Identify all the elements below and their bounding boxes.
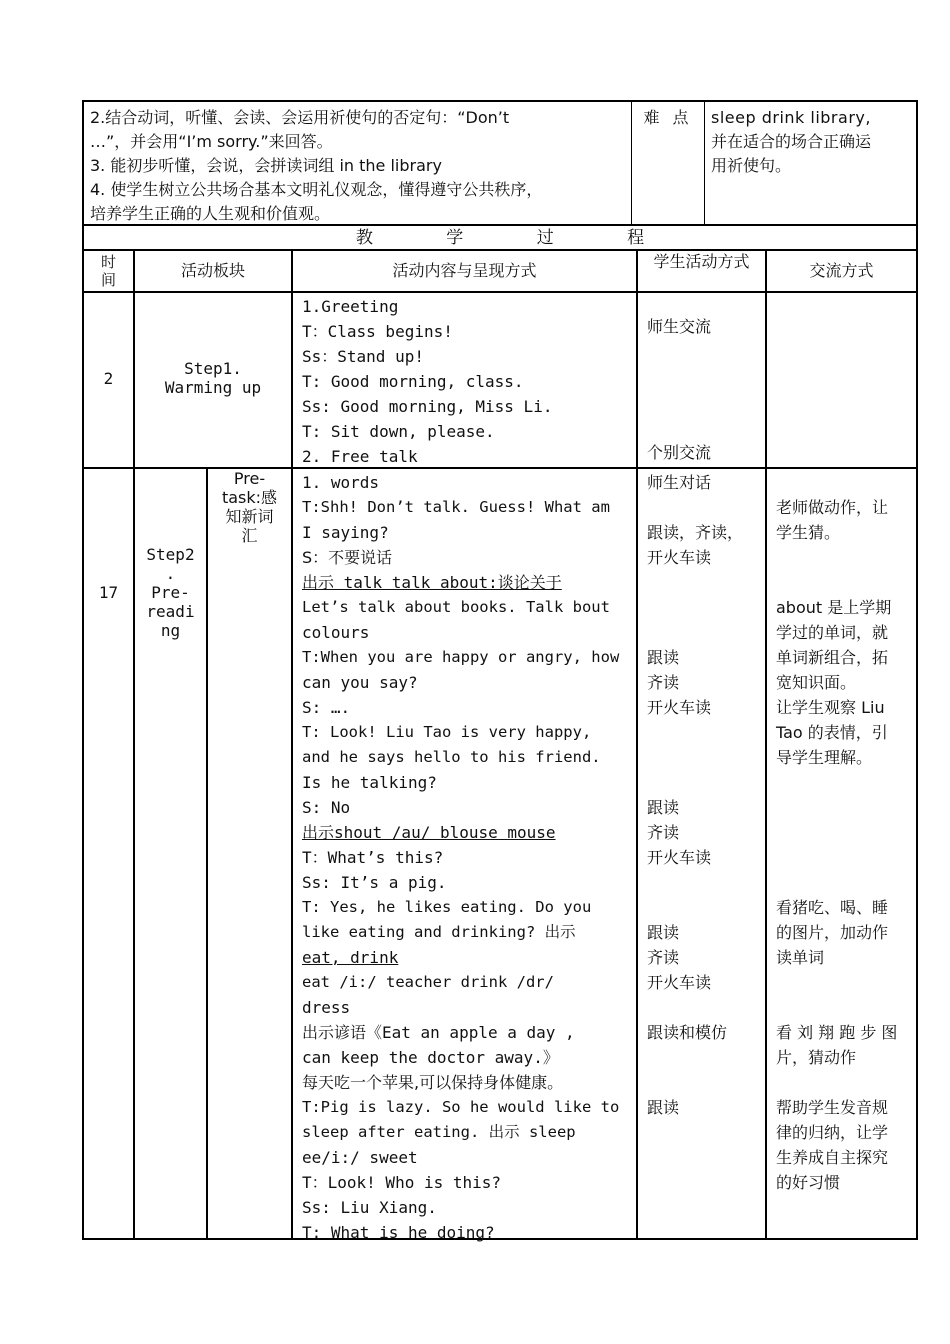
row2-subblock [208,469,291,545]
content-line: eat /i:/ teacher drink /dr/ [302,973,554,991]
header-student: 学生活动方式 [653,252,750,271]
exchange-line: 帮助学生发音规 [776,1098,889,1117]
content-line: T：What’s this? [302,848,444,867]
exchange-line [776,795,912,820]
row2-exchange [776,470,912,1195]
content-line: 出示shout /au/ blouse mouse [302,823,556,842]
difficulty-line: 并在适合的场合正确运 [711,132,872,151]
objective-line: …”，并会用“I’m sorry.”来回答。 [90,132,333,151]
student-line: 跟读 [647,798,680,817]
exchange-line: 学生猜。 [776,523,841,542]
student-line: 开火车读 [647,698,712,717]
content-line: 1.Greeting [302,297,399,316]
exchange-line: 的好习惯 [776,1173,841,1192]
exchange-line: 看猪吃、喝、睡 [776,898,889,917]
student-line: 跟读 [647,923,680,942]
objectives-cell [84,102,632,224]
student-line [647,870,763,895]
student-line: 跟读 [647,1098,680,1117]
student-line [647,620,763,645]
row2-step [135,545,206,640]
content-line: Let’s talk about books. Talk bout [302,598,610,616]
header-time: 时间 [100,253,116,289]
row2-content [302,470,630,1245]
content-line: Ss: Good morning, Miss Li. [302,397,553,416]
column-divider [765,251,767,1240]
content-line: dress [302,998,351,1017]
row1-student-bottom: 个别交流 [647,443,712,462]
exchange-line [776,1070,912,1095]
content-line: S：不要说话 [302,548,393,567]
exchange-line [776,845,912,870]
content-line: 1. words [302,473,380,492]
sub-line: task:感 [221,488,278,507]
student-line: 跟读，齐读， [647,523,744,542]
content-line: Ss: It’s a pig. [302,873,447,892]
content-line: T：Class begins! [302,322,453,341]
content-line: T：Look! Who is this? [302,1173,502,1192]
step-line: Step2 [146,545,195,564]
content-line: T: Good morning, class. [302,372,524,391]
exchange-line: 学过的单词，就 [776,623,889,642]
difficulty-label: 难 点 [632,102,705,224]
student-line: 师生对话 [647,473,712,492]
student-line: 开火车读 [647,848,712,867]
student-line: 齐读 [647,673,680,692]
content-line: colours [302,623,370,642]
exchange-line: about 是上学期 [776,598,892,617]
content-line: T:When you are happy or angry, how [302,648,620,666]
student-line [647,770,763,795]
column-divider [133,251,135,1240]
row2-time: 17 [98,583,119,602]
header-content: 活动内容与呈现方式 [392,261,537,280]
step-line: Step1. [184,359,242,378]
exchange-line [776,870,912,895]
exchange-line: 导学生理解。 [776,748,873,767]
exchange-line [776,570,912,595]
content-line: sleep after eating. 出示 sleep [302,1123,576,1141]
difficulty-line: 用祈使句。 [711,156,792,175]
column-divider [291,251,293,1240]
sub-line: Pre- [233,469,266,488]
student-line: 齐读 [647,948,680,967]
content-line: S: No [302,798,351,817]
step-line: ng [160,621,181,640]
exchange-line: 让学生观察 Liu [776,698,885,717]
content-line: T: Sit down, please. [302,422,495,441]
content-line: and he says hello to his friend. [302,748,601,766]
exchange-line: 律的归纳，让学 [776,1123,889,1142]
content-line: can keep the doctor away.》 [302,1048,559,1067]
content-line: T:Pig is lazy. So he would like to [302,1098,620,1116]
row1-content [302,294,630,469]
process-title: 教 学 过 程 [82,226,918,251]
row1-step [135,359,291,397]
row1-time: 2 [103,369,114,388]
student-line: 齐读 [647,823,680,842]
content-line: Ss: Liu Xiang. [302,1198,437,1217]
content-line: S: …. [302,698,351,717]
content-line: eat, drink [302,948,399,967]
sub-line: 知新词 [225,507,274,526]
student-line [647,995,763,1020]
content-line: T: Yes, he likes eating. Do you [302,898,592,916]
sub-line: 汇 [241,526,258,545]
content-line: Is he talking? [302,773,437,792]
objective-line: 2.结合动词，听懂、会读、会运用祈使句的否定句：“Don’t [90,108,510,127]
student-line [647,1070,763,1095]
step-line: Pre- [151,583,190,602]
content-line: T:Shh! Don’t talk. Guess! What am [302,498,610,516]
exchange-line [776,970,912,995]
exchange-line: 生养成自主探究 [776,1148,889,1167]
row1-student-top: 师生交流 [647,317,712,336]
content-line: T: What is he doing? [302,1223,495,1242]
step-line: readi [146,602,195,621]
content-line: can you say? [302,673,418,692]
content-line: Ss：Stand up! [302,347,424,366]
student-line: 跟读和模仿 [647,1023,728,1042]
student-line [647,895,763,920]
exchange-line [776,545,912,570]
student-line [647,570,763,595]
header-exchange: 交流方式 [809,261,874,280]
exchange-line: 宽知识面。 [776,673,857,692]
difficulty-line: sleep drink library, [711,108,871,127]
difficulty-cell [705,102,916,224]
objective-line: 4. 使学生树立公共场合基本文明礼仪观念，懂得遵守公共秩序， [90,180,543,199]
header-block: 活动板块 [180,261,245,280]
content-line: 每天吃一个苹果,可以保持身体健康。 [302,1073,564,1092]
column-divider [206,468,208,1240]
student-line [647,720,763,745]
content-line: 2. Free talk [302,447,418,466]
student-line [647,745,763,770]
content-line: T: Look! Liu Tao is very happy, [302,723,592,741]
exchange-line: Tao 的表情，引 [776,723,888,742]
exchange-line: 老师做动作，让 [776,498,889,517]
process-table [82,251,918,1240]
column-divider [636,251,638,1240]
exchange-line [776,820,912,845]
student-line: 跟读 [647,648,680,667]
row2-student [647,470,763,1120]
objective-line: 培养学生正确的人生观和价值观。 [90,204,331,223]
student-line [647,595,763,620]
content-line: ee/i:/ sweet [302,1148,418,1167]
content-line: 出示 talk talk about:谈论关于 [302,573,562,592]
exchange-line [776,770,912,795]
objective-line: 3. 能初步听懂，会说，会拼读词组 in the library [90,156,442,175]
content-line: like eating and drinking? 出示 [302,923,576,941]
step-line: . [165,564,176,583]
exchange-line: 看 刘 翔 跑 步 图 [776,1023,898,1042]
exchange-line: 读单词 [776,948,825,967]
exchange-line [776,995,912,1020]
student-line [647,495,763,520]
row-divider [84,291,916,293]
content-line: I saying? [302,523,389,542]
exchange-line: 片，猜动作 [776,1048,857,1067]
step-line: Warming up [164,378,262,397]
exchange-line [776,470,912,495]
objectives-table [82,100,918,226]
exchange-line: 单词新组合，拓 [776,648,889,667]
student-line: 开火车读 [647,973,712,992]
exchange-line: 的图片，加动作 [776,923,889,942]
content-line: 出示谚语《Eat an apple a day , [302,1023,575,1042]
student-line: 开火车读 [647,548,712,567]
student-line [647,1045,763,1070]
